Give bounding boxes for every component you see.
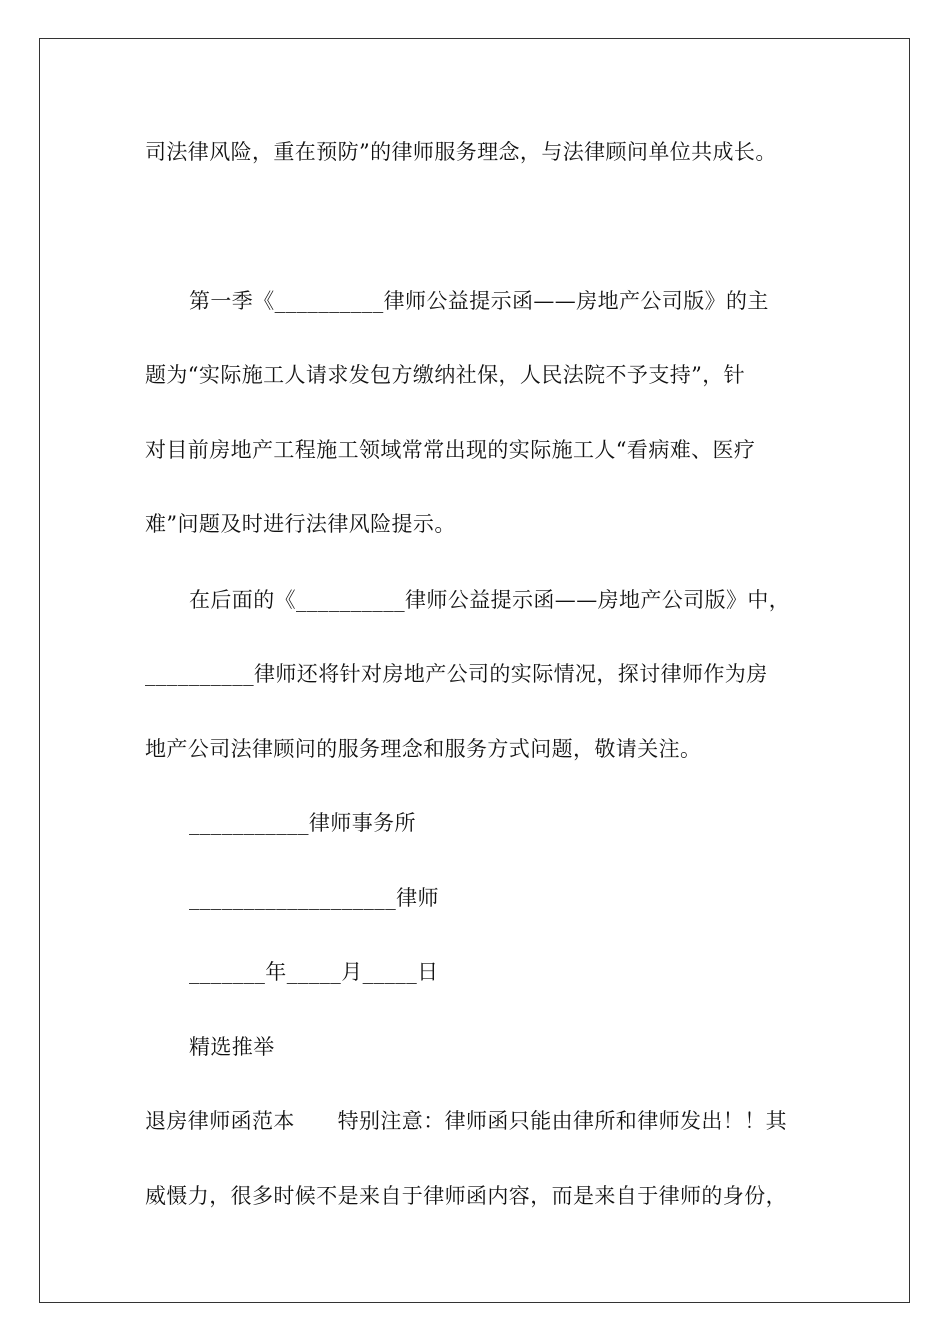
law-firm-signature: ___________律师事务所: [189, 811, 416, 835]
lawyer-signature: ___________________律师: [189, 886, 439, 910]
paragraph-line: 司法律风险，重在预防”的律师服务理念，与法律顾问单位共成长。: [145, 140, 777, 164]
section-heading: 精选推举: [189, 1035, 275, 1059]
paragraph-line: 题为“实际施工人请求发包方缴纳社保，人民法院不予支持”，针: [145, 363, 746, 387]
date-line: _______年_____月_____日: [189, 960, 439, 984]
paragraph-line: 难”问题及时进行法律风险提示。: [145, 512, 456, 536]
paragraph-line: 地产公司法律顾问的服务理念和服务方式问题，敬请关注。: [145, 737, 702, 761]
paragraph-line: 第一季《__________律师公益提示函——房地产公司版》的主: [189, 289, 769, 313]
paragraph-line: 在后面的《__________律师公益提示函——房地产公司版》中，: [189, 588, 791, 612]
paragraph-line: __________律师还将针对房地产公司的实际情况，探讨律师作为房: [145, 662, 768, 686]
paragraph-line: 威慑力，很多时候不是来自于律师函内容，而是来自于律师的身份，: [145, 1184, 787, 1208]
paragraph-line: 对目前房地产工程施工领域常常出现的实际施工人“看病难、医疗: [145, 438, 756, 462]
paragraph-line: 退房律师函范本 特别注意：律师函只能由律所和律师发出！！其: [145, 1109, 787, 1133]
